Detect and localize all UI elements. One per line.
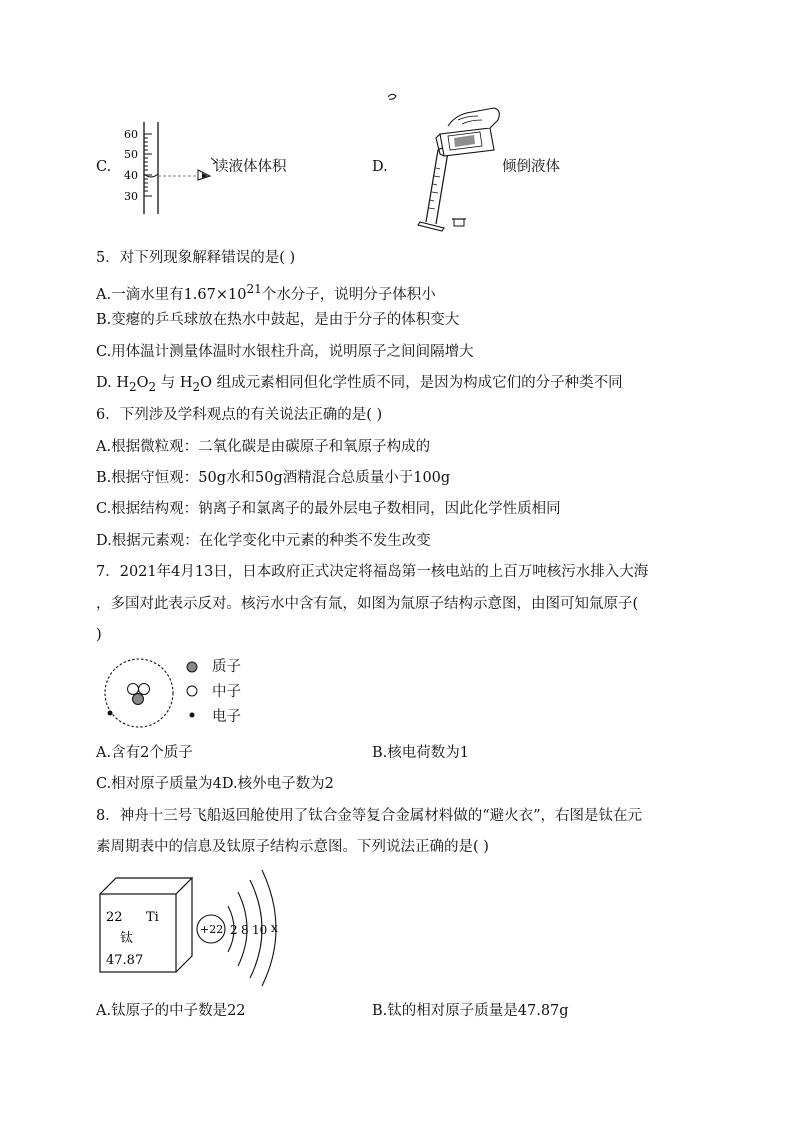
q5-stem: 5．对下列现象解释错误的是( )	[96, 250, 296, 266]
shell-4-electrons: x	[271, 921, 278, 935]
titanium-atom-structure	[194, 866, 294, 988]
legend-electron-label: 电子	[212, 709, 241, 725]
q6-option-a: A.根据微粒观：二氧化碳是由碳原子和氧原子构成的	[96, 439, 431, 455]
q5-a-text-2: 个水分子，说明分子体积小	[261, 286, 436, 303]
titanium-element-cell	[96, 874, 196, 976]
option-d-caption: 倾倒液体	[502, 159, 560, 175]
q5-option-d	[96, 373, 623, 397]
nucleus-charge: +22	[200, 923, 224, 936]
formula-h2o2-sub2: 2	[148, 379, 157, 394]
legend-proton-label: 质子	[212, 659, 241, 675]
q6-stem: 6．下列涉及学科观点的有关说法正确的是( )	[96, 407, 383, 423]
q5-option-a	[96, 279, 436, 305]
formula-h2o-sub: 2	[192, 379, 201, 394]
shell-1-electrons: 2	[230, 923, 238, 937]
q5-option-c: C.用体温计测量体温时水银柱升高，说明原子之间间隔增大	[96, 344, 474, 360]
q5-d-prefix: D.	[96, 375, 117, 391]
tick-label-40: 40	[124, 169, 138, 182]
q7-option-b: B.核电荷数为1	[372, 745, 469, 761]
q8-option-a: A.钛原子的中子数是22	[96, 1003, 246, 1019]
atomic-mass: 47.87	[106, 953, 144, 968]
neutron-legend-icon	[186, 685, 198, 697]
tick-label-30: 30	[124, 190, 138, 203]
legend-neutron-label: 中子	[212, 684, 241, 700]
q5-a-exponent: 21	[246, 282, 262, 296]
formula-h2o2-sub1: 2	[128, 379, 137, 394]
q5-option-b: B.变瘪的乒乓球放在热水中鼓起，是由于分子的体积变大	[96, 312, 460, 328]
tick-label-60: 60	[124, 128, 138, 141]
option-d-letter: D.	[372, 159, 388, 175]
q7-stem-line-3: )	[96, 627, 102, 643]
pouring-liquid-figure	[382, 90, 502, 235]
shell-3-electrons: 10	[252, 923, 268, 937]
q8-stem-line-2: 素周期表中的信息及钛原子结构示意图。下列说法正确的是( )	[96, 839, 489, 855]
q8-option-b: B.钛的相对原子质量是47.87g	[372, 1003, 569, 1019]
tick-label-50: 50	[124, 148, 138, 161]
q7-option-cd: C.相对原子质量为4D.核外电子数为2	[96, 776, 334, 792]
q5-a-text-1: A.一滴水里有1.67×10	[96, 286, 247, 303]
proton-legend-icon	[186, 661, 198, 673]
q6-option-b: B.根据守恒观：50g水和50g酒精混合总质量小于100g	[96, 470, 451, 486]
element-name: 钛	[120, 931, 134, 946]
atomic-number: 22	[106, 910, 123, 925]
element-symbol: Ti	[146, 910, 159, 925]
formula-h2o2-o: O	[136, 375, 149, 391]
shell-2-electrons: 8	[241, 923, 249, 937]
q6-option-c: C.根据结构观：钠离子和氯离子的最外层电子数相同，因此化学性质相同	[96, 501, 561, 517]
q5-d-text: 组成元素相同但化学性质不同，是因为构成它们的分子种类不同	[212, 375, 623, 391]
electron-legend-icon	[188, 711, 196, 719]
option-c-letter: C.	[96, 159, 112, 175]
formula-h2o2-h: H	[116, 375, 129, 391]
q7-stem-line-1: 7．2021年4月13日，日本政府正式决定将福岛第一核电站的上百万吨核污水排入大海	[96, 564, 649, 580]
option-c-caption: 读液体体积	[214, 159, 287, 175]
formula-h2o-h: H	[179, 375, 193, 391]
q7-stem-line-2: ，多国对此表示反对。核污水中含有氚，如图为氚原子结构示意图，由图可知氚原子(	[96, 596, 639, 612]
formula-h2o-o: O	[200, 375, 213, 391]
q6-option-d: D.根据元素观：在化学变化中元素的种类不发生改变	[96, 533, 431, 549]
q7-option-a: A.含有2个质子	[96, 745, 193, 761]
q5-d-connector: 与	[156, 375, 180, 391]
q8-stem-line-1: 8．神舟十三号飞船返回舱使用了钛合金等复合金属材料做的“避火衣”，右图是钛在元	[96, 808, 643, 824]
